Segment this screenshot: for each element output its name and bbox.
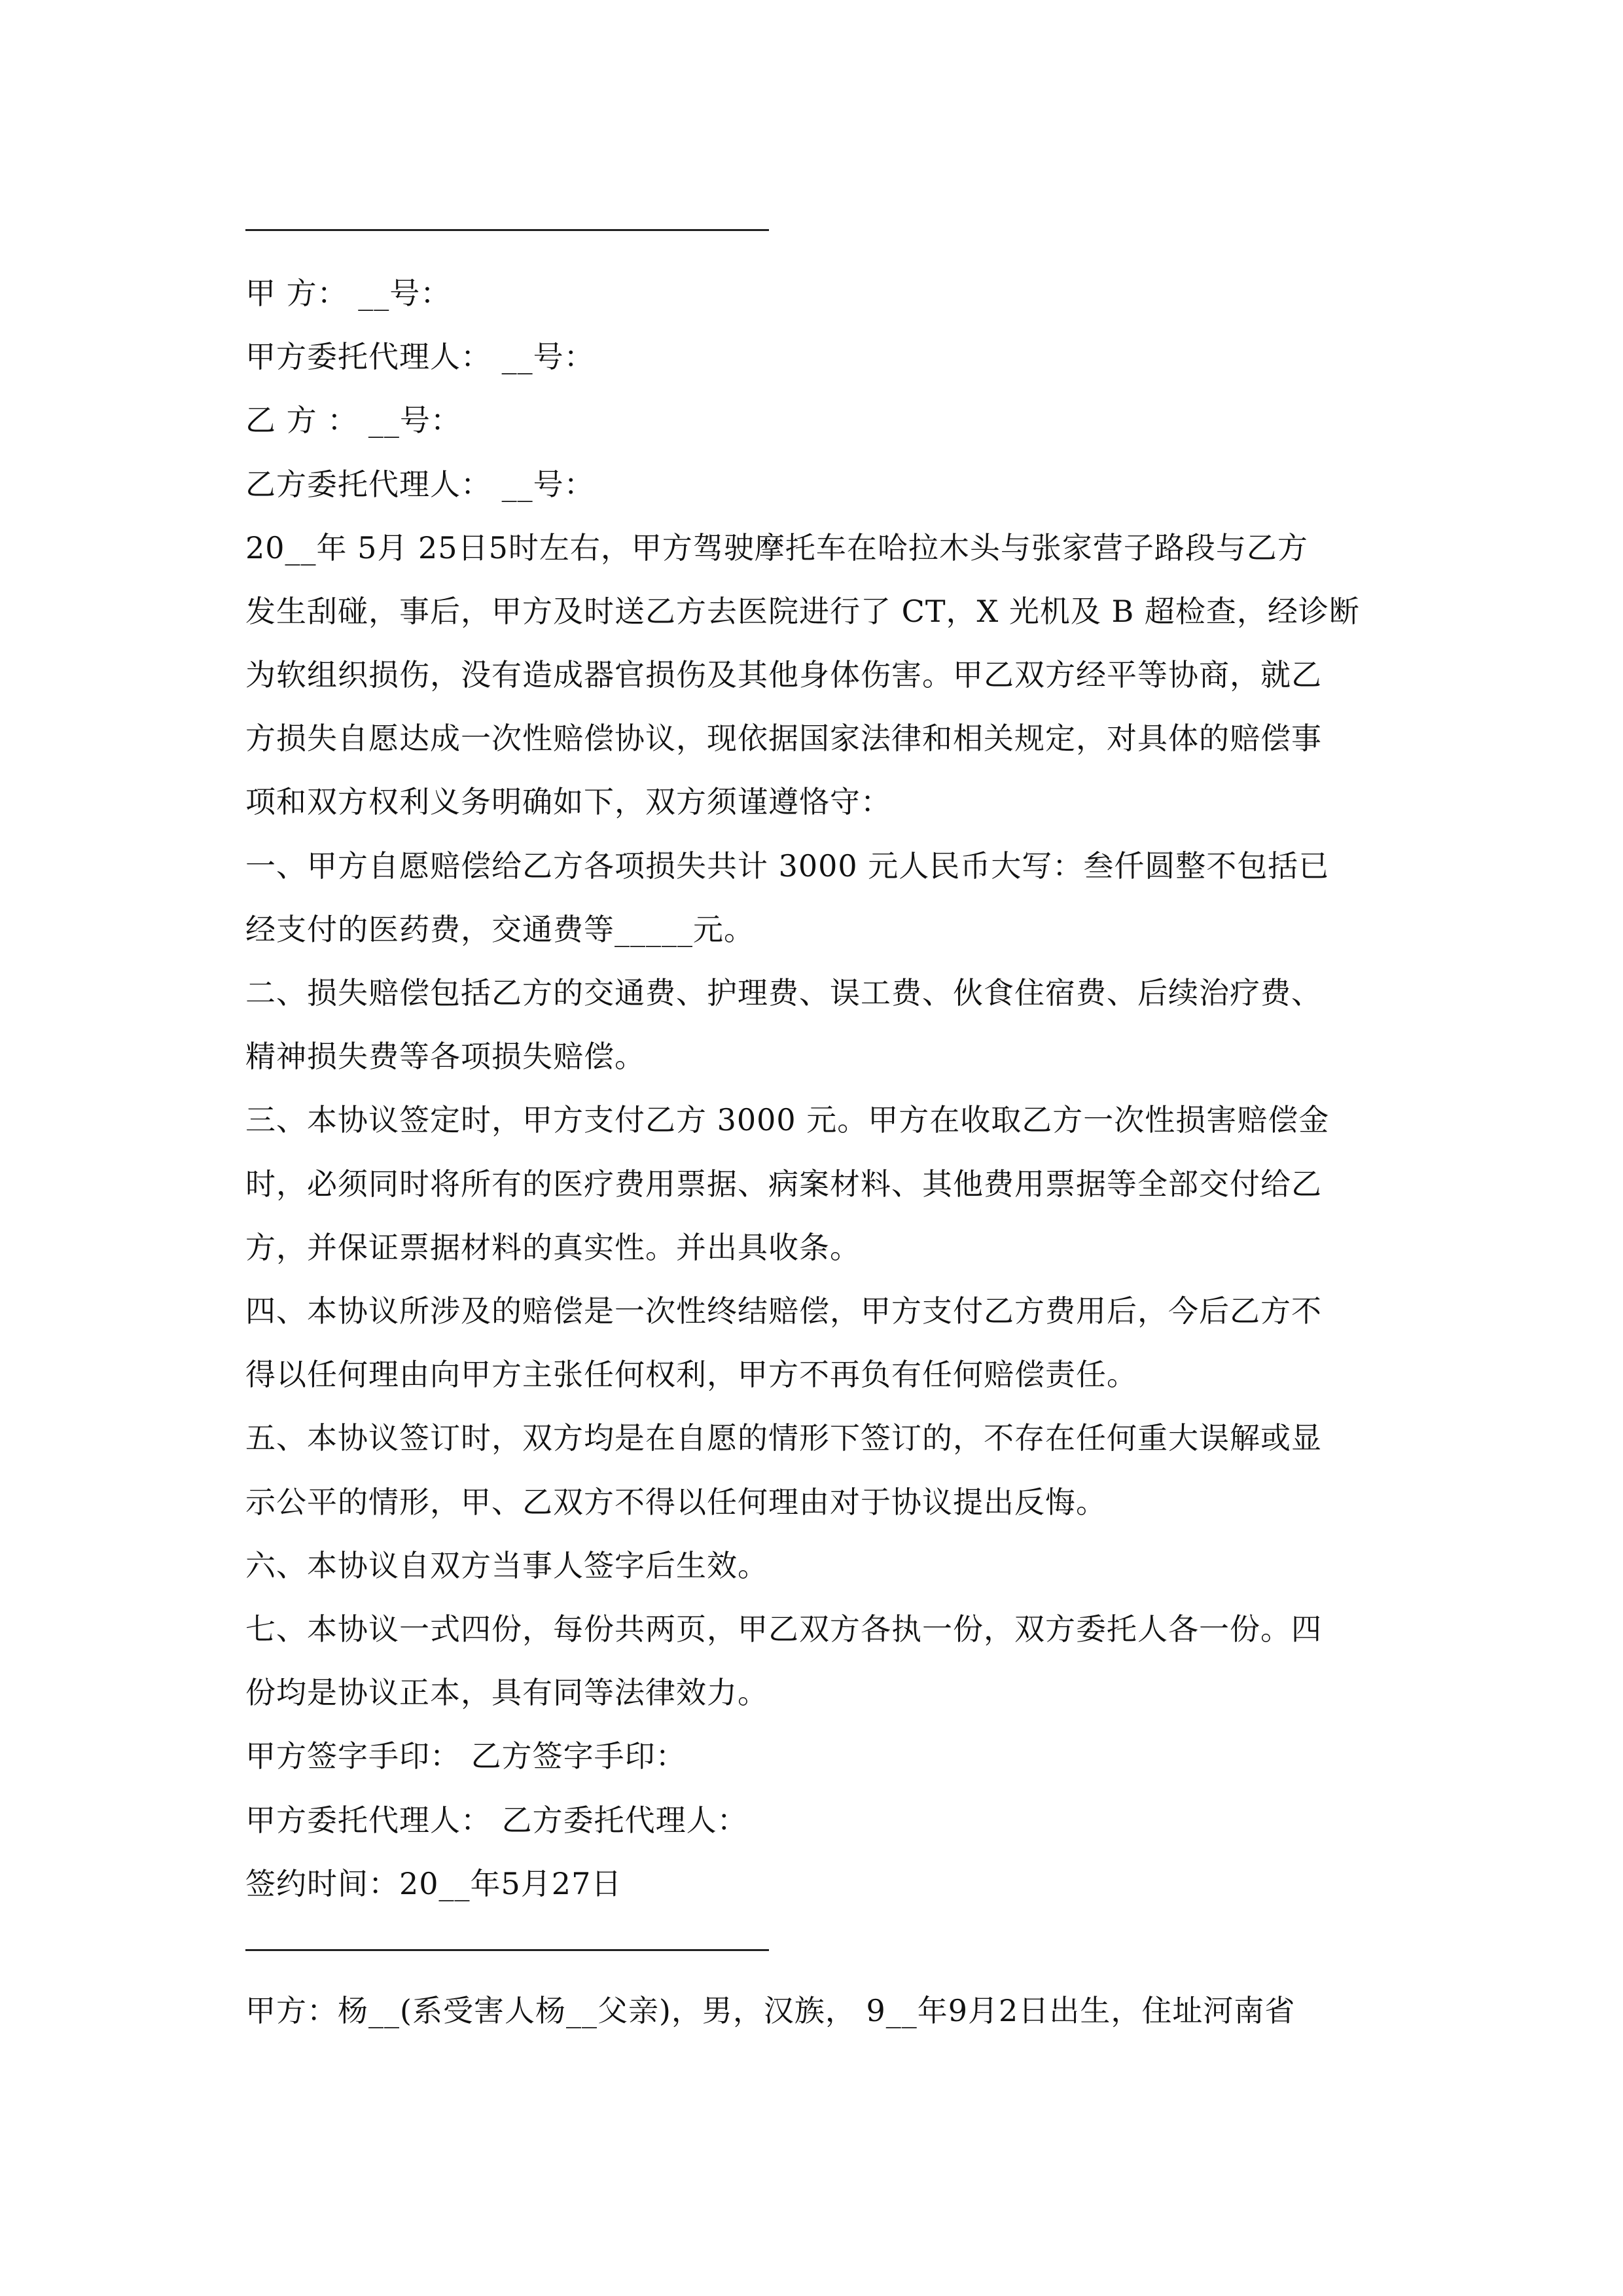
party-a-line: 甲 方： __号：	[245, 276, 452, 311]
clause-line: 精神损失费等各项损失赔偿。	[245, 1039, 645, 1074]
agent-signature-line: 甲方委托代理人： 乙方委托代理人：	[245, 1803, 748, 1838]
party-b-agent-line: 乙方委托代理人： __号：	[245, 467, 595, 502]
clause-line: 五、本协议签订时，双方均是在自愿的情形下签订的，不存在任何重大误解或显	[245, 1420, 1322, 1456]
clause-line: 四、本协议所涉及的赔偿是一次性终结赔偿，甲方支付乙方费用后，今后乙方不	[245, 1293, 1322, 1329]
clause-line: 经支付的医药费，交通费等_____元。	[245, 912, 755, 947]
clause-line: 得以任何理由向甲方主张任何权利，甲方不再负有任何赔偿责任。	[245, 1357, 1137, 1392]
section-divider	[245, 1949, 769, 1951]
intro-line: 方损失自愿达成一次性赔偿协议，现依据国家法律和相关规定，对具体的赔偿事	[245, 721, 1322, 756]
intro-line: 项和双方权利义务明确如下，双方须谨遵恪守：	[245, 784, 891, 819]
intro-line: 为软组织损伤，没有造成器官损伤及其他身体伤害。甲乙双方经平等协商，就乙	[245, 657, 1322, 692]
clause-line: 示公平的情形，甲、乙双方不得以任何理由对于协议提出反悔。	[245, 1484, 1107, 1520]
party-a-agent-line: 甲方委托代理人： __号：	[245, 339, 595, 374]
signing-date-line: 签约时间：20__年5月27日	[245, 1866, 622, 1901]
clause-line: 七、本协议一式四份，每份共两页，甲乙双方各执一份，双方委托人各一份。四	[245, 1611, 1322, 1647]
clause-line: 一、甲方自愿赔偿给乙方各项损失共计 3000 元人民币大写：叁仟圆整不包括已	[245, 848, 1330, 884]
signature-line: 甲方签字手印： 乙方签字手印：	[245, 1738, 687, 1774]
next-section-first-line: 甲方：杨__(系受害人杨__父亲)，男，汉族， 9__年9月2日出生，住址河南省	[245, 1993, 1296, 2028]
clause-line: 三、本协议签定时，甲方支付乙方 3000 元。甲方在收取乙方一次性损害赔偿金	[245, 1102, 1330, 1138]
clause-line: 方，并保证票据材料的真实性。并出具收条。	[245, 1230, 861, 1265]
top-divider	[245, 229, 769, 231]
clause-line: 时，必须同时将所有的医疗费用票据、病案材料、其他费用票据等全部交付给乙	[245, 1166, 1322, 1202]
clause-line: 六、本协议自双方当事人签字后生效。	[245, 1548, 768, 1583]
clause-line: 份均是协议正本，具有同等法律效力。	[245, 1675, 768, 1710]
clause-line: 二、损失赔偿包括乙方的交通费、护理费、误工费、伙食住宿费、后续治疗费、	[245, 975, 1322, 1011]
intro-line: 发生刮碰，事后，甲方及时送乙方去医院进行了 CT，X 光机及 B 超检查，经诊断	[245, 594, 1360, 629]
party-b-line: 乙 方 ： __号：	[245, 403, 461, 438]
intro-line: 20__年 5月 25日5时左右，甲方驾驶摩托车在哈拉木头与张家营子路段与乙方	[245, 530, 1308, 565]
